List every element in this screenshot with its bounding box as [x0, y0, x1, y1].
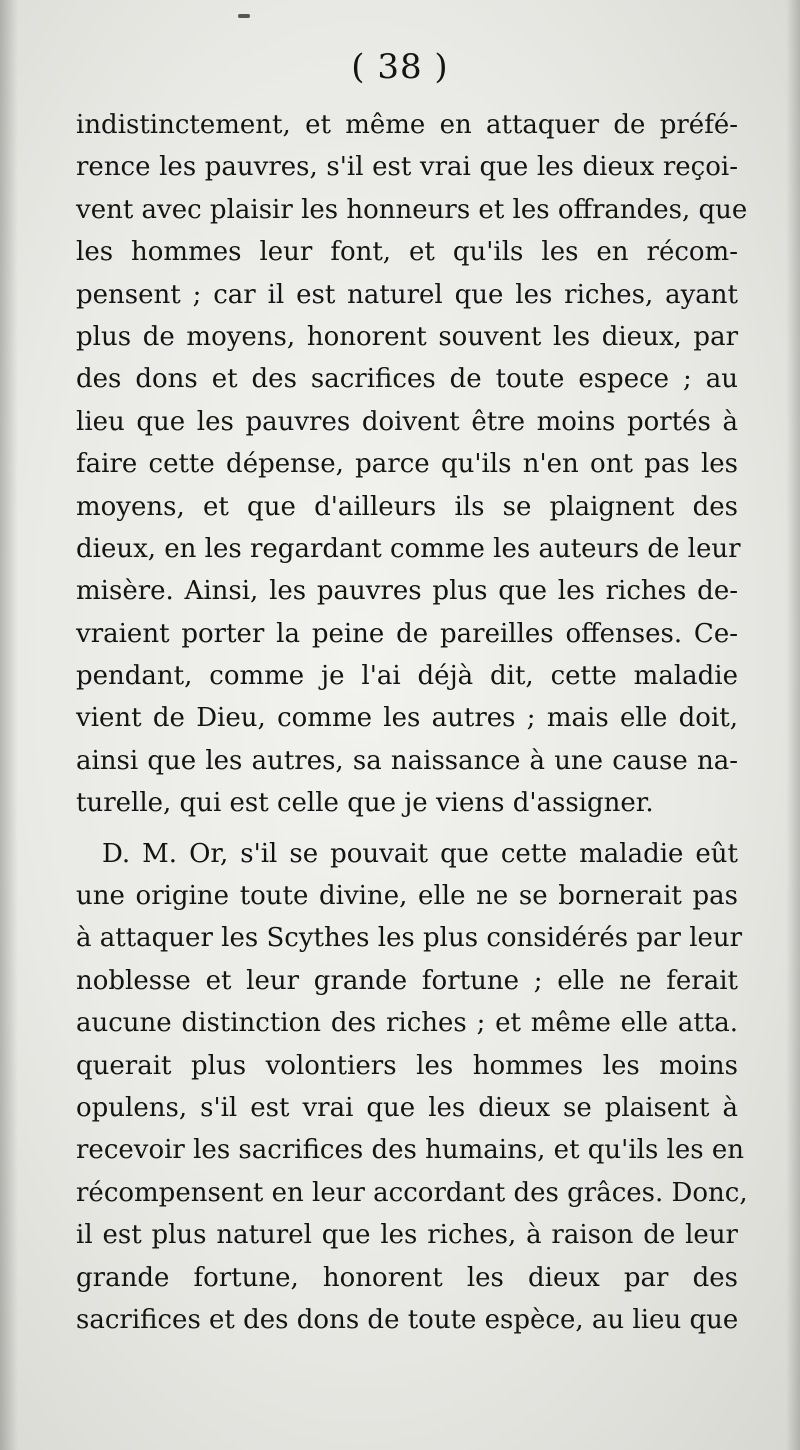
text-line: vent avec plaisir les honneurs et les offrandes, que [76, 194, 748, 225]
text-line: ainsi que les autres, sa naissance à une cause na- [76, 745, 738, 776]
text-line: une origine toute divine, elle ne se bornerait pas [76, 881, 738, 912]
text-line: misère. Ainsi, les pauvres plus que les riches de- [76, 576, 738, 607]
paragraph-gap [76, 825, 738, 833]
text-line: à attaquer les Scythes les plus considérés par leur [76, 923, 743, 954]
text-line: il est plus naturel que les riches, à raison de leur [76, 1220, 738, 1251]
text-line: sacrifices et des dons de toute espèce, au lieu que [76, 1304, 739, 1335]
text-line: turelle, qui est celle que je viens d'assigner. [76, 788, 654, 819]
text-line: lieu que les pauvres doivent être moins portés à [76, 406, 738, 437]
paragraph-2 [76, 833, 748, 1342]
paragraph-1 [76, 104, 748, 825]
text-line: des dons et des sacrifices de toute espece ; au [76, 364, 738, 395]
text-line: aucune distinction des riches ; et même elle atta. [76, 1008, 738, 1039]
text-line: plus de moyens, honorent souvent les dieux, par [76, 321, 738, 352]
text-line: moyens, et que d'ailleurs ils se plaignent des [76, 491, 738, 522]
text-line: indistinctement, et même en attaquer de préfé- [76, 110, 738, 140]
text-line: grande fortune, honorent les dieux par des [76, 1262, 738, 1293]
text-line: noblesse et leur grande fortune ; elle ne ferait [76, 965, 738, 996]
text-line: opulens, s'il est vrai que les dieux se plaisent à [76, 1092, 738, 1123]
page-edge-shadow [786, 0, 800, 1450]
text-line: les hommes leur font, et qu'ils les en récom- [76, 237, 738, 268]
text-line: faire cette dépense, parce qu'ils n'en ont pas les [76, 449, 738, 480]
text-line: D. M. Or, s'il se pouvait que cette maladie eût [102, 838, 738, 869]
text-line: recevoir les sacrifices des humains, et qu'ils les en [76, 1135, 745, 1166]
text-line: vraient porter la peine de pareilles offenses. Ce- [76, 618, 738, 649]
page-number: ( 38 ) [351, 47, 449, 87]
text-line: querait plus volontiers les hommes les moins [76, 1050, 738, 1081]
text-line: pensent ; car il est naturel que les riches, ayant [76, 279, 738, 310]
gutter-shadow [0, 0, 18, 1450]
text-line: récompensent en leur accordant des grâces. Donc, [76, 1177, 748, 1208]
text-line: rence les pauvres, s'il est vrai que les dieux reçoi- [76, 152, 738, 183]
body-text [76, 104, 748, 1341]
text-line: pendant, comme je l'ai déjà dit, cette maladie [76, 661, 738, 692]
text-line: vient de Dieu, comme les autres ; mais elle doit, [76, 703, 738, 734]
ink-speck [238, 14, 250, 18]
text-line: dieux, en les regardant comme les auteurs de leur [76, 533, 741, 564]
